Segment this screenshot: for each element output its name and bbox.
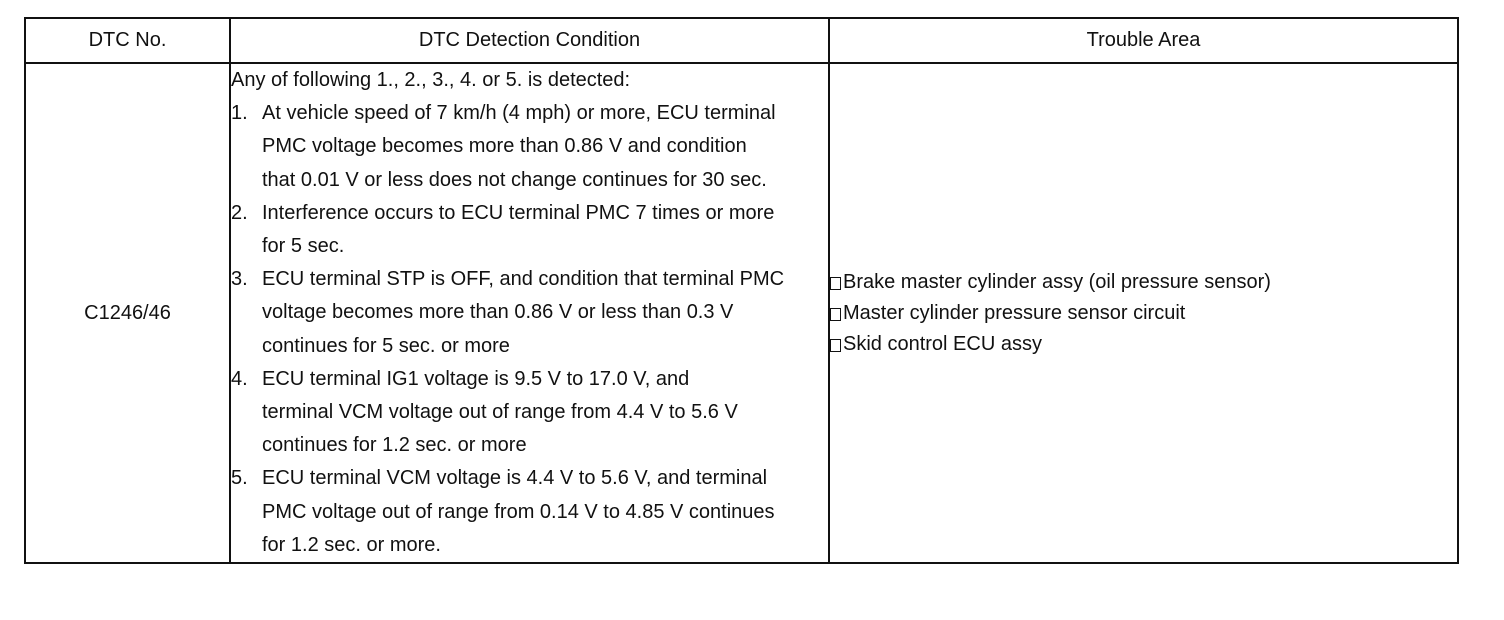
table-row [25,63,1458,563]
checkbox-square-icon [830,339,841,352]
dtc-code-cell: C1246/46 [25,63,230,563]
trouble-area-cell [829,63,1458,563]
condition-text: ECU terminal IG1 voltage is 9.5 V to 17.0 V, and terminal VCM voltage out of range from 4.4 V to 5.6 V continues for 1.2 sec. or more [262,367,738,457]
condition-number: 2. [231,201,248,224]
condition-text: At vehicle speed of 7 km/h (4 mph) or more, ECU terminal PMC voltage becomes more than 0.86 V and condition that 0.01 V or less does not change continues for 30 sec. [262,102,776,191]
condition-item-1 [231,97,828,197]
checkbox-square-icon [830,308,841,321]
condition-number: 5. [231,467,248,490]
condition-item-3 [231,263,828,363]
trouble-area-label: Brake master cylinder assy (oil pressure sensor) [843,270,1271,293]
trouble-area-item [830,298,1457,329]
condition-number: 1. [231,102,248,125]
condition-text: Interference occurs to ECU terminal PMC 7 times or more for 5 sec. [262,201,775,258]
trouble-area-label: Skid control ECU assy [843,332,1042,355]
trouble-area-item [830,329,1457,360]
condition-item-5 [231,462,828,562]
trouble-area-label: Master cylinder pressure sensor circuit [843,301,1186,324]
header-dtc-no: DTC No. [25,18,230,63]
header-detection-condition: DTC Detection Condition [230,18,829,63]
trouble-area-item [830,267,1457,298]
condition-item-2 [231,197,828,263]
detection-condition-cell [230,63,829,563]
condition-number: 4. [231,367,248,390]
condition-text: ECU terminal VCM voltage is 4.4 V to 5.6 V, and terminal PMC voltage out of range from 0.14 V to 4.85 V continues for 1.2 sec. or more. [262,467,775,556]
header-row [25,18,1458,63]
header-trouble-area: Trouble Area [829,18,1458,63]
condition-item-4 [231,363,828,463]
condition-number: 3. [231,268,248,291]
dtc-table [24,17,1459,564]
condition-intro: Any of following 1., 2., 3., 4. or 5. is detected: [231,69,631,91]
checkbox-square-icon [830,277,841,290]
condition-text: ECU terminal STP is OFF, and condition that terminal PMC voltage becomes more than 0.86 V or less than 0.3 V continues for 5 sec. or more [262,268,785,357]
